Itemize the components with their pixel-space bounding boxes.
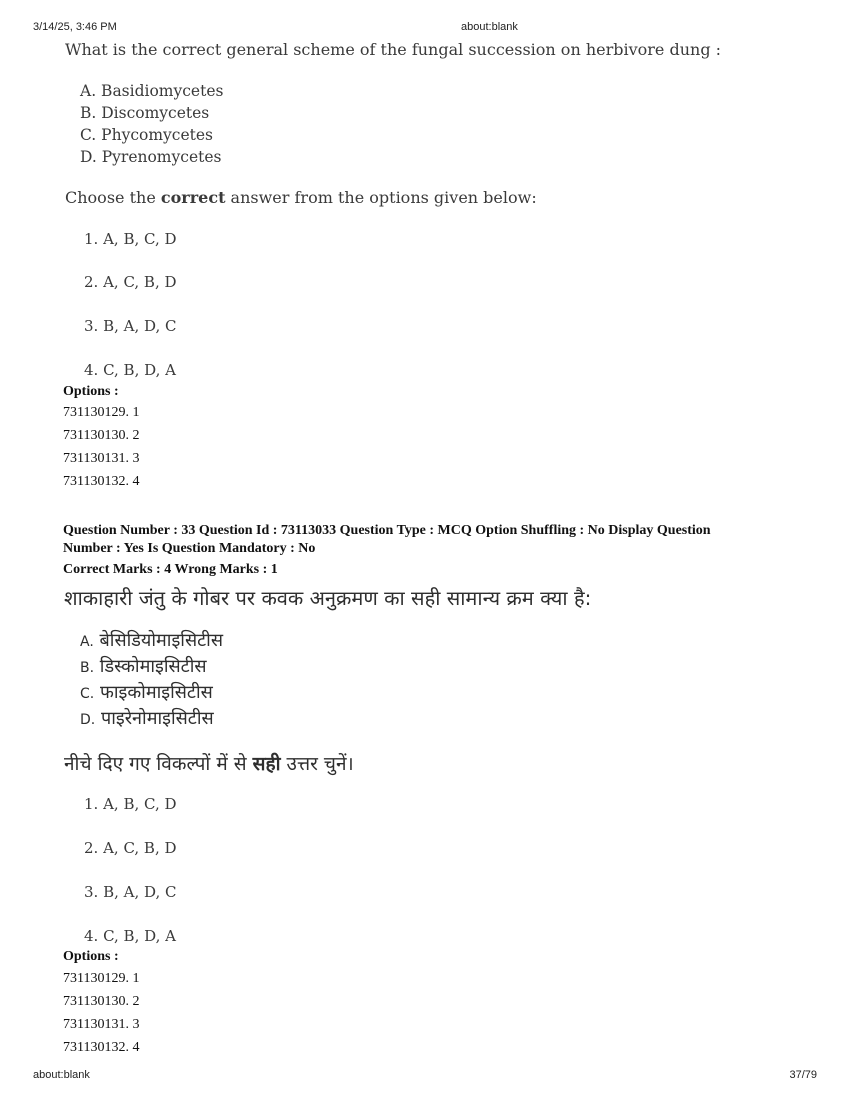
english-instruction bbox=[65, 188, 537, 207]
hindi-item-a bbox=[80, 628, 223, 652]
hindi-instruction-pre: नीचे दिए गए विकल्पों में से bbox=[64, 753, 253, 775]
english-answer-4: 4. C, B, D, A bbox=[84, 361, 176, 379]
english-question: What is the correct general scheme of the fungal succession on herbivore dung : bbox=[65, 40, 722, 59]
print-page-number: 37/79 bbox=[789, 1069, 817, 1081]
english-item-a: A. Basidiomycetes bbox=[80, 82, 224, 100]
english-item-d: D. Pyrenomycetes bbox=[80, 148, 222, 166]
options-heading-2: Options : bbox=[63, 949, 119, 964]
question-meta-line3: Correct Marks : 4 Wrong Marks : 1 bbox=[63, 562, 278, 577]
hindi-answer-4: 4. C, B, D, A bbox=[84, 927, 176, 945]
english-answer-3: 3. B, A, D, C bbox=[84, 317, 177, 335]
option-2-4: 731130132. 4 bbox=[63, 1040, 140, 1055]
english-instruction-bold: correct bbox=[160, 188, 226, 207]
hindi-answer-1: 1. A, B, C, D bbox=[84, 795, 177, 813]
hindi-item-d-letter: D. bbox=[80, 712, 96, 728]
hindi-item-b-text: डिस्कोमाइसिटीस bbox=[99, 656, 207, 677]
hindi-answer-3: 3. B, A, D, C bbox=[84, 883, 177, 901]
hindi-item-c-letter: C. bbox=[80, 686, 95, 702]
option-1-3: 731130131. 3 bbox=[63, 451, 140, 466]
option-2-2: 731130130. 2 bbox=[63, 994, 140, 1009]
option-1-1: 731130129. 1 bbox=[63, 405, 140, 420]
options-heading-1: Options : bbox=[63, 384, 119, 399]
hindi-item-a-letter: A. bbox=[80, 634, 94, 650]
hindi-instruction bbox=[64, 750, 354, 776]
question-meta-line2: Number : Yes Is Question Mandatory : No bbox=[63, 541, 316, 556]
hindi-item-c-text: फाइकोमाइसिटीस bbox=[99, 682, 213, 703]
english-answer-2: 2. A, C, B, D bbox=[84, 273, 177, 291]
option-1-2: 731130130. 2 bbox=[63, 428, 140, 443]
english-answer-1: 1. A, B, C, D bbox=[84, 230, 177, 248]
print-page-title: about:blank bbox=[461, 21, 518, 33]
hindi-item-d bbox=[80, 706, 214, 730]
option-2-1: 731130129. 1 bbox=[63, 971, 140, 986]
option-1-4: 731130132. 4 bbox=[63, 474, 140, 489]
hindi-answer-2: 2. A, C, B, D bbox=[84, 839, 177, 857]
hindi-item-d-text: पाइरेनोमाइसिटीस bbox=[100, 708, 214, 729]
hindi-instruction-bold: सही bbox=[252, 753, 281, 775]
option-2-3: 731130131. 3 bbox=[63, 1017, 140, 1032]
hindi-question: शाकाहारी जंतु के गोबर पर कवक अनुक्रमण का सही सामान्य क्रम क्या है: bbox=[64, 586, 592, 610]
english-item-c: C. Phycomycetes bbox=[80, 126, 214, 144]
question-meta-line1: Question Number : 33 Question Id : 73113033 Question Type : MCQ Option Shuffling : No Display Question bbox=[63, 523, 711, 538]
english-instruction-post: answer from the options given below: bbox=[225, 188, 537, 207]
hindi-item-b-letter: B. bbox=[80, 660, 95, 676]
hindi-item-c bbox=[80, 680, 213, 704]
hindi-item-b bbox=[80, 654, 207, 678]
english-item-b: B. Discomycetes bbox=[80, 104, 210, 122]
english-instruction-pre: Choose the bbox=[65, 188, 161, 207]
print-footer-url: about:blank bbox=[33, 1069, 90, 1081]
hindi-item-a-text: बेसिडियोमाइसिटीस bbox=[99, 630, 224, 651]
hindi-instruction-post: उत्तर चुनें। bbox=[280, 753, 354, 775]
print-datetime: 3/14/25, 3:46 PM bbox=[33, 21, 117, 33]
